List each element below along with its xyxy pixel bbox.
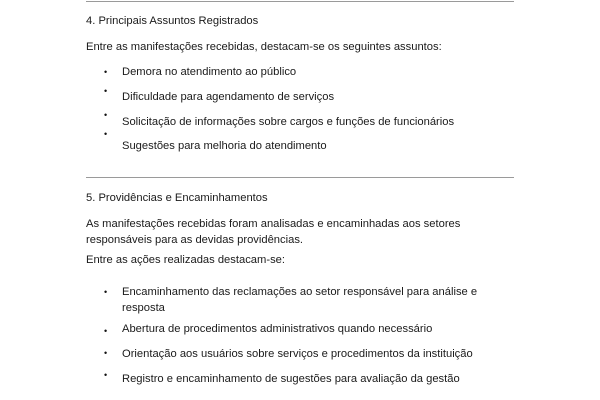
section-5-item-4: Registro e encaminhamento de sugestões para avaliação da gestão — [122, 373, 460, 385]
section-5-item-3: Orientação aos usuários sobre serviços e procedimentos da instituição — [122, 348, 473, 360]
section-5-actions-intro: Entre as ações realizadas destacam-se: — [86, 254, 285, 266]
section-5-item-1: Encaminhamento das reclamações ao setor responsável para análise e resposta — [122, 286, 478, 314]
section-4-item-2: Dificuldade para agendamento de serviços — [122, 91, 335, 103]
section-4-item-4: Sugestões para melhoria do atendimento — [122, 140, 327, 152]
bullet-marker: • — [104, 287, 108, 297]
bullet-marker: • — [104, 67, 108, 77]
section-5-heading: 5. Providências e Encaminhamentos — [86, 192, 268, 204]
bullet-marker: • — [104, 370, 108, 380]
top-divider — [86, 1, 514, 2]
section-5-item-2: Abertura de procedimentos administrativos quando necessário — [122, 323, 433, 335]
bullet-marker: • — [104, 348, 108, 358]
bullet-marker: • — [104, 326, 108, 336]
bullet-marker: • — [104, 129, 108, 139]
section-4-item-1: Demora no atendimento ao público — [122, 66, 297, 78]
section-4-item-3: Solicitação de informações sobre cargos e funções de funcionários — [122, 116, 455, 128]
bullet-marker: • — [104, 86, 108, 96]
section-5-paragraph: As manifestações recebidas foram analisadas e encaminhadas aos setores responsáveis para as devidas providências. — [86, 218, 461, 246]
section-4-heading: 4. Principais Assuntos Registrados — [86, 15, 259, 27]
section-4-intro: Entre as manifestações recebidas, destacam-se os seguintes assuntos: — [86, 41, 442, 53]
bullet-marker: • — [104, 110, 108, 120]
section-divider — [86, 177, 514, 178]
